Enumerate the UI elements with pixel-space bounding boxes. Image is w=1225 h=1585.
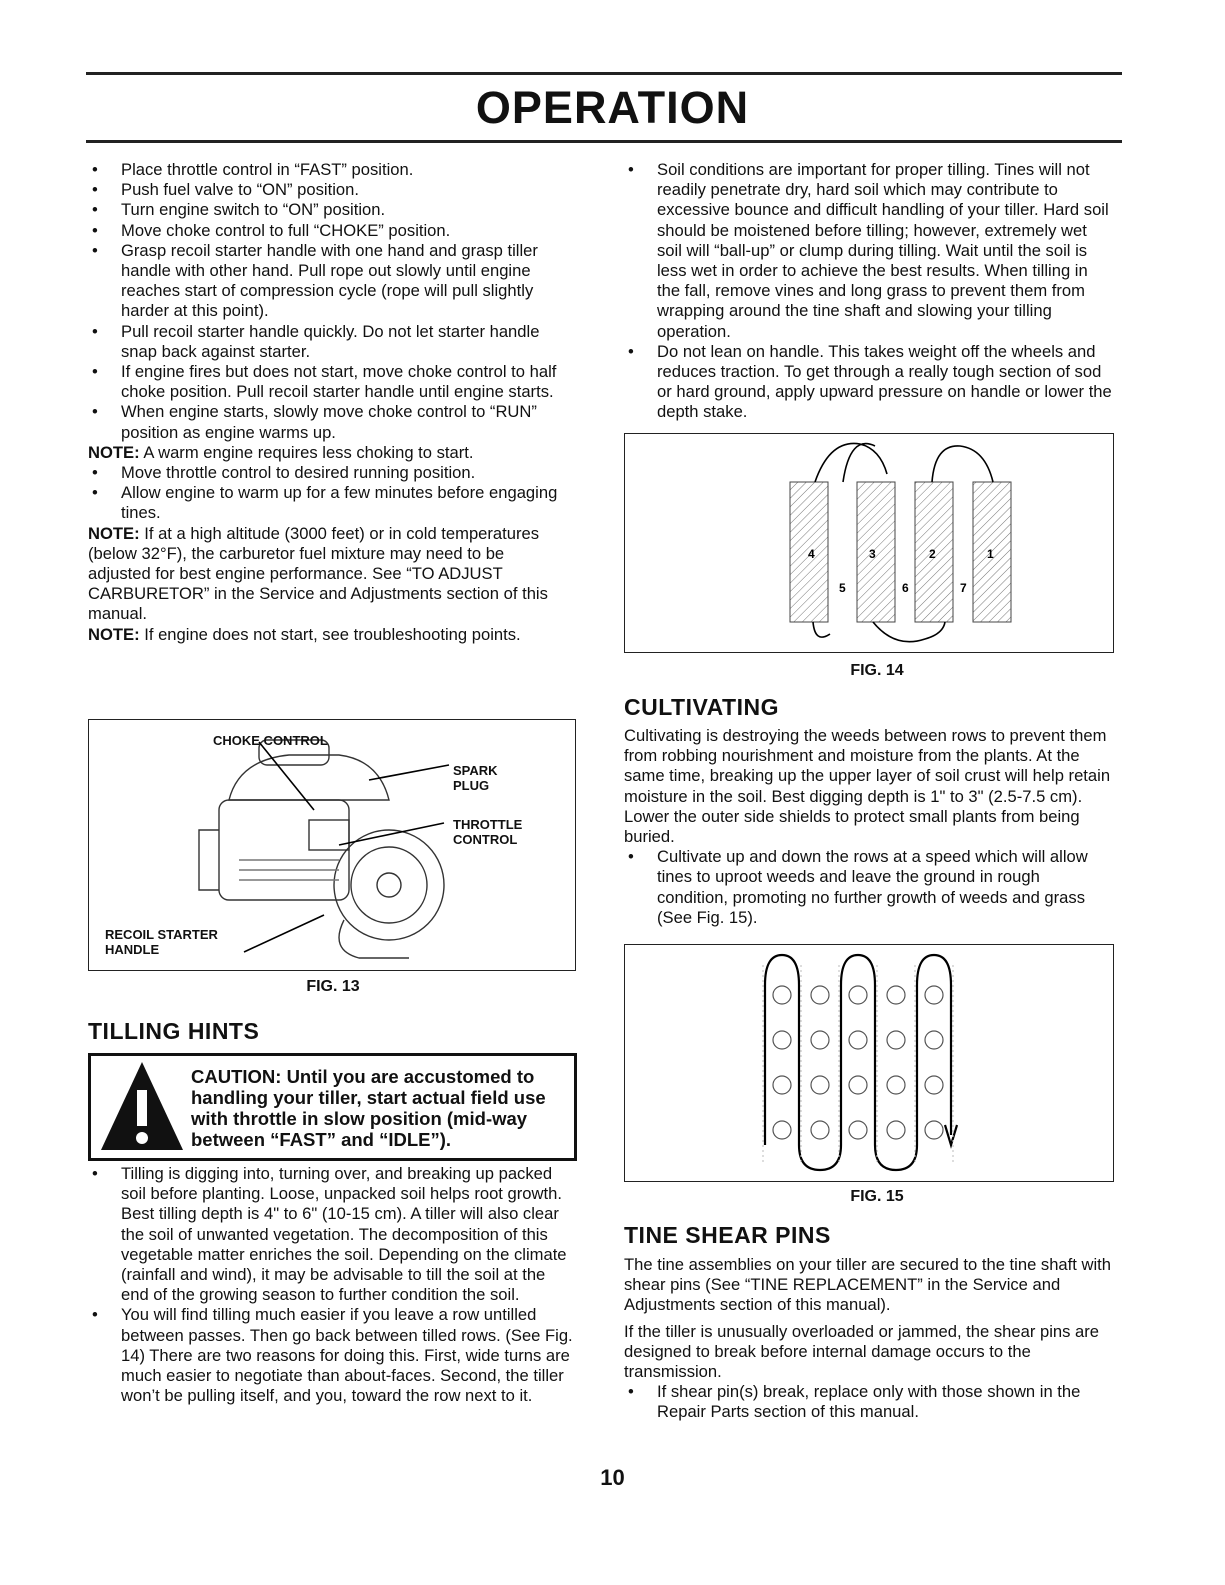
cultivating-path [765,955,951,1170]
cultivating-paragraph: Cultivating is destroying the weeds between rows to prevent them from robbing nourishment and moisture from the plants. At the same time, breaking up the upper layer of soil crust will help retain moisture in the soil. Best digging depth is 1" to 3" (2.5-7.5 cm). Lower the outer side shields to protect small plants from being buried. [624,726,1111,847]
step-item: • Move throttle control to desired running position. [88,463,573,483]
row-pattern-illustration [625,434,1113,652]
tilling-bullet: • You will find tilling much easier if you leave a row untilled between passes. Then go back between tilled rows. (See Fig. 14) There are two reasons for doing this. First, wide turns are much easier to negotiate than about-faces. Second, the tiller won’t be pulling itself, and you, toward the row next to it. [88,1305,573,1406]
page-number: 10 [600,1465,625,1490]
label-choke-control: CHOKE CONTROL [213,733,328,748]
row-number: 6 [902,581,909,595]
right-column-top [624,160,1114,423]
row-number: 2 [929,547,936,561]
caution-box [88,1053,577,1161]
top-rule [86,72,1122,75]
fuel-tank-shape [229,755,389,800]
tine-paragraph: The tine assemblies on your tiller are secured to the tine shaft with shear pins (See “TINE REPLACEMENT” in the Service and Adjustments section of this manual). [624,1255,1111,1315]
tine-text [624,1255,1114,1423]
tine-shear-pins-heading: TINE SHEAR PINS [624,1222,831,1248]
tine-paragraph: If the tiller is unusually overloaded or jammed, the shear pins are designed to break before internal damage occurs to the transmission. [624,1321,1100,1382]
step-item: • When engine starts, slowly move choke control to “RUN” position as engine warms up. [88,402,573,442]
note: NOTE: A warm engine requires less choking to start. [88,442,474,462]
step-item: • If engine fires but does not start, move choke control to half choke position. Pull recoil starter handle until engine starts. [88,362,573,402]
fig13-engine-diagram [88,719,576,971]
label-spark-plug: SPARK PLUG [453,763,498,793]
turn-arrow [815,443,887,482]
label-throttle-control: THROTTLE CONTROL [453,817,523,847]
fig14-caption: FIG. 14 [850,662,904,679]
step-item: • Allow engine to warm up for a few minutes before engaging tines. [88,483,573,523]
note: NOTE: If engine does not start, see troubleshooting points. [88,624,521,644]
row-number: 4 [808,547,815,561]
cultivating-text [624,726,1114,928]
soil-bullet: • Do not lean on handle. This takes weight off the wheels and reduces traction. To get through a really tough section of sod or hard ground, apply upward pressure on handle or lower the depth stake. [624,342,1114,423]
muffler-shape [199,830,219,890]
tilling-bullet: • Tilling is digging into, turning over, and breaking up packed soil before planting. Loose, unpacked soil helps root growth. Best tilling depth is 4" to 6" (10-15 cm). A tiller will also clear the soil of unwanted vegetation. The decomposition of this vegetable matter enriches the soil. Depending on the climate (rainfall and wind), it may be advisable to till the soil at the end of the growing season to further condition the soil. [88,1164,573,1305]
turn-arrow [813,622,830,637]
cultivating-illustration [625,945,1113,1181]
tilling-hints-heading: TILLING HINTS [88,1018,260,1044]
tilling-bullets [88,1164,573,1406]
step-item: • Place throttle control in “FAST” position. [88,160,573,180]
fig15-cultivating-diagram [624,944,1114,1182]
row-number: 3 [869,547,876,561]
fig15-caption: FIG. 15 [850,1188,904,1205]
row-number: 7 [960,581,967,595]
note: NOTE: If at a high altitude (3000 feet) or in cold temperatures (below 32°F), the carburetor fuel mixture may need to be adjusted for best engine performance. See “TO ADJUST CARBURETOR” in the Service and Adjustments section of this manual. [88,523,548,624]
turn-arrow [873,622,945,642]
fig14-row-pattern-diagram [624,433,1114,653]
row-strip-3 [857,482,895,622]
turn-arrow [932,446,993,482]
step-item: • Pull recoil starter handle quickly. Do not let starter handle snap back against starter. [88,322,573,362]
step-item: • Grasp recoil starter handle with one hand and grasp tiller handle with other hand. Pull rope out slowly until engine reaches start of compression cycle (rope will pull slightly harder at this point). [88,241,573,322]
title-rule [86,140,1122,143]
cultivating-bullet: • Cultivate up and down the rows at a speed which will allow tines to uproot weeds and leave the ground in rough condition, promoting no further growth of weeds and grass (See Fig. 15). [624,847,1114,928]
step-item: • Push fuel valve to “ON” position. [88,180,573,200]
tine-bullet: • If shear pin(s) break, replace only with those shown in the Repair Parts section of this manual. [624,1382,1114,1422]
step-item: • Turn engine switch to “ON” position. [88,200,573,220]
label-recoil-starter-handle: RECOIL STARTER HANDLE [105,927,218,957]
caution-text: CAUTION: Until you are accustomed to handling your tiller, start actual field use with throttle in slow position (mid-way between “FAST” and “IDLE”). [191,1066,546,1150]
step-item: • Move choke control to full “CHOKE” position. [88,221,573,241]
row-number: 5 [839,581,846,595]
page-title: OPERATION [475,82,750,133]
fig13-caption: FIG. 13 [306,978,360,995]
cultivating-heading: CULTIVATING [624,694,779,720]
row-number: 1 [987,547,994,561]
warning-icon [97,1058,187,1154]
soil-bullet: • Soil conditions are important for proper tilling. Tines will not readily penetrate dry, hard soil which may contribute to excessive bounce and difficult handling of your tiller. Hard soil should be moistened before tilling; however, extremely wet soil will “ball-up” or clump during tilling. Wait until the soil is less wet in order to achieve the best results. When tilling in the fall, remove vines and long grass to prevent them from wrapping around the tine shaft and slowing your tilling operation. [624,160,1114,342]
left-column [88,160,573,645]
